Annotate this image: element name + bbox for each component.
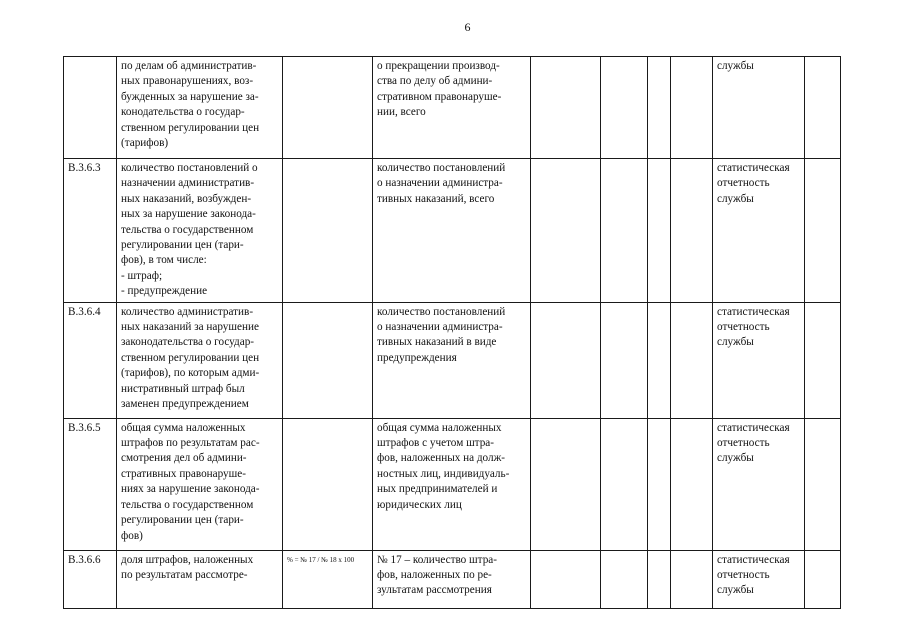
row-code: В.3.6.3 <box>64 159 117 303</box>
components-cell: количество постановлений о назначении администра- тивных наказаний, всего <box>373 159 531 303</box>
table-row <box>64 159 841 303</box>
source-cell: статистическая отчетность службы <box>713 302 805 418</box>
empty-cell <box>648 57 671 159</box>
row-code: В.3.6.5 <box>64 418 117 550</box>
empty-cell <box>805 57 841 159</box>
empty-cell <box>601 57 648 159</box>
empty-cell <box>805 302 841 418</box>
source-cell: статистическая отчетность службы <box>713 550 805 608</box>
empty-cell <box>531 159 601 303</box>
row-code: В.3.6.4 <box>64 302 117 418</box>
empty-cell <box>671 550 713 608</box>
row-code <box>64 57 117 159</box>
indicator-name: общая сумма наложенных штрафов по результатам рас- смотрения дел об админи- стративных правонаруше- ниях за нарушение законода- тельства о государственном регулировании цен (тари- фов) <box>117 418 283 550</box>
indicator-name: количество административ- ных наказаний за нарушение законодательства о государ- ственном регулировании цен (тарифов), по которым адми- нистративный штраф был заменен предупреждением <box>117 302 283 418</box>
empty-cell <box>531 302 601 418</box>
indicator-table <box>63 56 841 609</box>
empty-cell <box>601 550 648 608</box>
empty-cell <box>531 57 601 159</box>
formula-cell <box>283 302 373 418</box>
empty-cell <box>601 418 648 550</box>
empty-cell <box>648 550 671 608</box>
source-cell: статистическая отчетность службы <box>713 159 805 303</box>
components-cell: количество постановлений о назначении администра- тивных наказаний в виде предупреждения <box>373 302 531 418</box>
empty-cell <box>531 418 601 550</box>
formula-cell <box>283 550 373 608</box>
table-row <box>64 302 841 418</box>
indicator-name: доля штрафов, наложенных по результатам рассмотре- <box>117 550 283 608</box>
indicator-name: по делам об административ- ных правонарушениях, воз- бужденных за нарушение за- конодательства о государ- ственном регулировании цен (тарифов) <box>117 57 283 159</box>
empty-cell <box>531 550 601 608</box>
components-cell: о прекращении производ- ства по делу об админи- стративном правонаруше- нии, всего <box>373 57 531 159</box>
empty-cell <box>671 418 713 550</box>
formula-cell <box>283 159 373 303</box>
empty-cell <box>805 550 841 608</box>
empty-cell <box>648 418 671 550</box>
formula-cell <box>283 418 373 550</box>
empty-cell <box>805 418 841 550</box>
empty-cell <box>805 159 841 303</box>
row-code: В.3.6.6 <box>64 550 117 608</box>
table-row <box>64 57 841 159</box>
indicator-name: количество постановлений о назначении административ- ных наказаний, возбужден- ных за нарушение законода- тельства о государственном регулировании цен (тари- фов), в том числе: - штраф; - предупреждение <box>117 159 283 303</box>
formula-cell <box>283 57 373 159</box>
source-cell: статистическая отчетность службы <box>713 418 805 550</box>
empty-cell <box>671 57 713 159</box>
empty-cell <box>601 302 648 418</box>
empty-cell <box>648 302 671 418</box>
empty-cell <box>671 159 713 303</box>
empty-cell <box>648 159 671 303</box>
empty-cell <box>601 159 648 303</box>
components-cell: общая сумма наложенных штрафов с учетом штра- фов, наложенных на долж- ностных лиц, индивидуаль- ных предпринимателей и юридических лиц <box>373 418 531 550</box>
table-row <box>64 550 841 608</box>
table-row <box>64 418 841 550</box>
formula-text: % = № 17 / № 18 x 100 <box>287 555 355 564</box>
empty-cell <box>671 302 713 418</box>
components-cell: № 17 – количество штра- фов, наложенных по ре- зультатам рассмотрения <box>373 550 531 608</box>
source-cell: службы <box>713 57 805 159</box>
page-number: 6 <box>464 20 471 34</box>
